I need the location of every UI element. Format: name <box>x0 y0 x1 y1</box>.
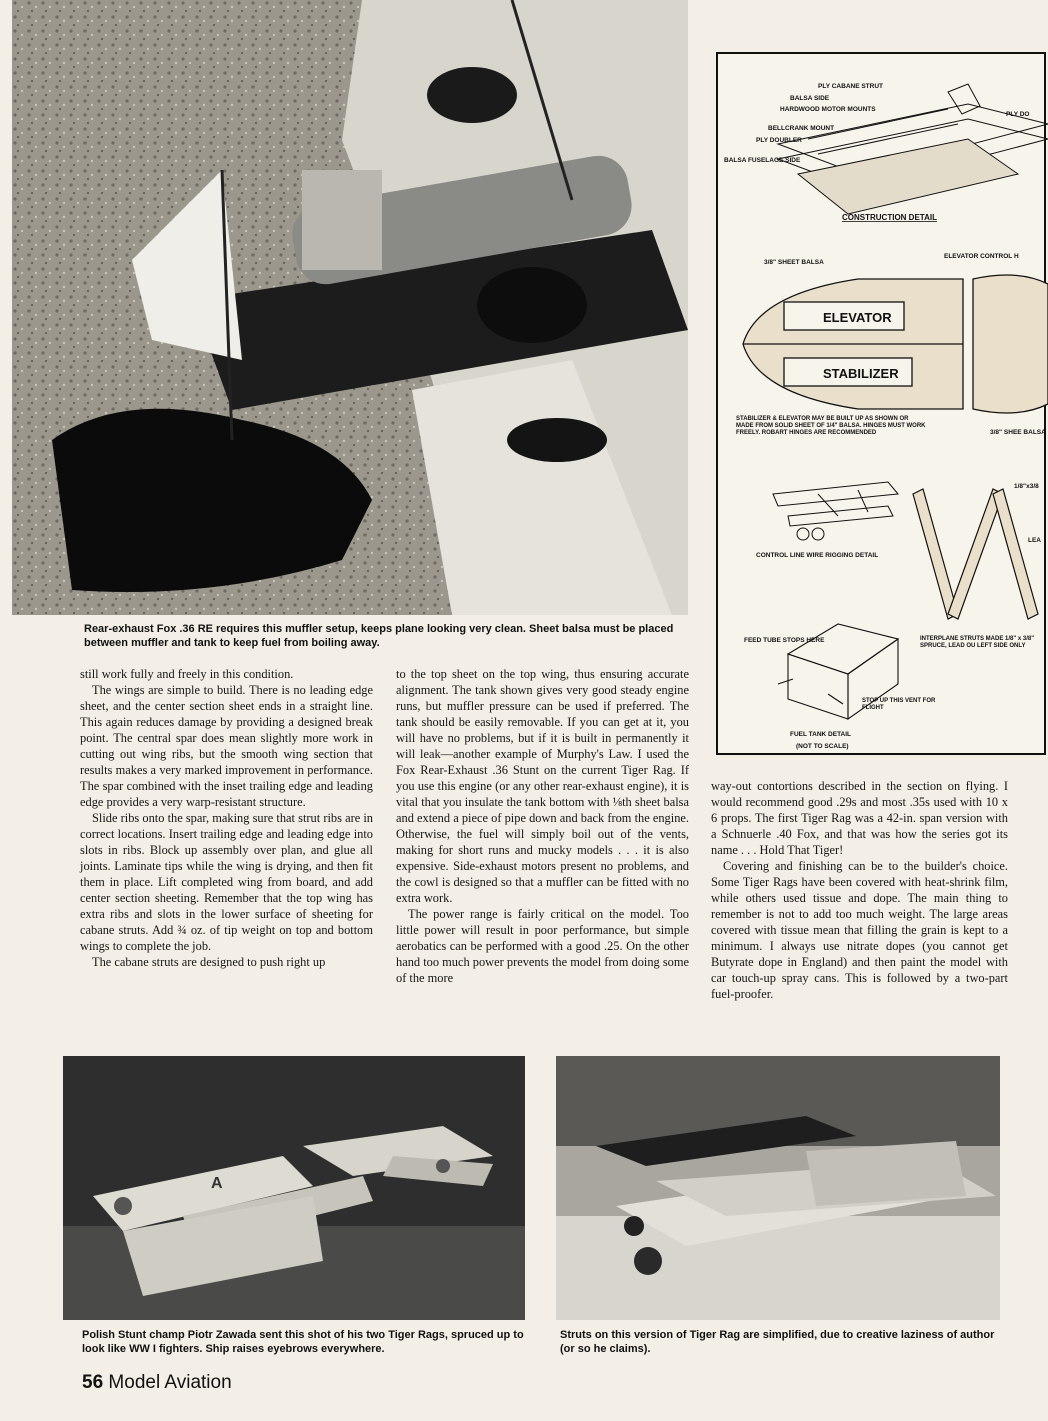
label-sheet-balsa: 3/8" SHEET BALSA <box>764 259 824 266</box>
top-photo-caption: Rear-exhaust Fox .36 RE requires this muffler setup, keeps plane looking very clean. Sheet balsa must be placed between muffler and tank to keep fuel from boiling away. <box>84 623 674 649</box>
label-control-line: CONTROL LINE WIRE RIGGING DETAIL <box>756 552 879 559</box>
label-ply-doubler: PLY DOUBLER <box>756 137 802 144</box>
bottom-right-photo-biplane <box>556 1056 1000 1320</box>
label-spruce-small: 1/8"x3/8 <box>1014 483 1039 490</box>
elevator-stabilizer-diagram <box>743 275 1048 413</box>
control-line-rigging-diagram <box>773 482 898 540</box>
col2-paragraph: The power range is fairly critical on the model. Too little power will result in poor performance, but simple aerobatics can be performed with a good .25. On the other hand too much power prevents the model from doing some of the more <box>396 907 689 985</box>
article-column-1 <box>80 666 373 970</box>
label-balsa-fuselage-side: BALSA FUSELAGE SIDE <box>724 157 801 164</box>
label-vent: STOP UP THIS VENT FOR FLIGHT <box>862 698 936 711</box>
magazine-name: Model Aviation <box>108 1372 232 1393</box>
label-balsa-side: BALSA SIDE <box>790 95 830 102</box>
plan-drawing <box>718 54 1048 757</box>
page-number: 56 <box>82 1372 104 1393</box>
plane-marking: A <box>211 1175 223 1192</box>
col2-paragraph: to the top sheet on the top wing, thus ensuring accurate alignment. The tank shown gives very good steady engine runs, but muffler pressure can be used if preferred. The tank should be easily removable. If you can get at it, you will have no problems, but if it is built in permanently it will leak—another example of Murphy's Law. I used the Fox Rear-Exhaust .36 Stunt on the current Tiger Rag. If you use this engine (or any other rear-exhaust engine), it is vital that you insulate the tank bottom with ⅛th sheet balsa and extend a piece of pipe down and back from the engine. Otherwise, the fuel will simply boil out of the vents, making for short runs and mucky models . . . it is also expensive. Side-exhaust motors present no problems, and the cowl is designed so that a muffler can be fitted with no extra work. <box>396 667 689 905</box>
top-photo-engine-muffler <box>12 0 688 615</box>
col3-paragraph: way-out contortions described in the section on flying. I would recommend good .29s and most .35s used with 10 x 6 props. The first Tiger Rag was a 42-in. span version with a Schnuerle .40 Fox, and that was how the series got its name . . . Hold That Tiger! <box>711 779 1008 857</box>
label-feed-tube: FEED TUBE STOPS HERE <box>744 637 825 644</box>
label-hardwood-motor-mounts: HARDWOOD MOTOR MOUNTS <box>780 106 876 113</box>
label-stabilizer: STABILIZER <box>823 366 899 381</box>
label-elevator: ELEVATOR <box>823 310 892 325</box>
col1-paragraph: The cabane struts are designed to push right up <box>92 955 326 969</box>
engine-photo-illustration <box>12 0 688 615</box>
label-bellcrank-mount: BELLCRANK MOUNT <box>768 125 835 132</box>
article-column-2 <box>396 666 689 986</box>
construction-detail-diagram <box>778 84 1048 214</box>
label-ply-do: PLY DO <box>1006 111 1030 118</box>
col3-paragraph: Covering and finishing can be to the builder's choice. Some Tiger Rags have been covered with heat-shrink film, while others used tissue and dope. The main thing to remember is not to add too much weight. The large areas covered with tissue mean that filling the grain is kept to a minimum. I always use nitrate dopes (you cannot get Butyrate dope in England) and then paint the model with car touch-up spray cans. This is followed by a two-part fuel-proofer. <box>711 859 1008 1001</box>
col1-paragraph: Slide ribs onto the spar, making sure that strut ribs are in correct locations. Insert trailing edge and leading edge into slots in ribs. Block up assembly over plan, and glue all joints. Laminate tips while the wing is drying, and then fit them in place. Lift completed wing from board, and add center section sheeting. Remember that the top wing has extra ribs and slots in the lower surface of sheeting for cabane struts. Add ¾ oz. of tip weight on top and bottom wings to complete the job. <box>80 811 373 953</box>
col1-paragraph: The wings are simple to build. There is no leading edge sheet, and the center section sheet ends in a straight line. This again reduces damage by providing a designed break point. The central spar does mean slightly more work in cutting out wing ribs, but the smooth wing section that results makes a very marked improvement in performance. The spar combined with the inset trailing edge and leading edge provides a very warp-resistant structure. <box>80 683 373 809</box>
label-interplane: INTERPLANE STRUTS MADE 1/8" x 3/8" SPRUCE, LEAD OU LEFT SIDE ONLY <box>920 636 1035 649</box>
article-column-3 <box>711 778 1008 1002</box>
page-footer <box>82 1372 232 1394</box>
bottom-left-caption: Polish Stunt champ Piotr Zawada sent this shot of his two Tiger Rags, spruced up to look like WW I fighters. Ship raises eyebrows everywhere. <box>82 1329 524 1355</box>
label-construction-detail: CONSTRUCTION DETAIL <box>842 213 937 222</box>
label-fuel-tank: FUEL TANK DETAIL <box>790 731 852 738</box>
label-not-to-scale: (NOT TO SCALE) <box>796 743 849 750</box>
label-stab-note: STABILIZER & ELEVATOR MAY BE BUILT UP AS SHOWN OR MADE FROM SOLID SHEET OF 1/4" BALSA. HINGES MUST WORK FREELY. ROBART HINGES ARE RECOMMENDED <box>736 416 926 436</box>
plan-drawing-panel <box>716 52 1046 755</box>
label-elevator-control: ELEVATOR CONTROL H <box>944 253 1019 260</box>
label-ply-cabane-strut: PLY CABANE STRUT <box>818 83 884 90</box>
label-sheet-balsa-right: 3/8" SHEE BALSA <box>990 429 1046 436</box>
label-lea: LEA <box>1028 537 1041 544</box>
col1-paragraph: still work fully and freely in this condition. <box>80 667 294 681</box>
biplane-photo-illustration <box>556 1056 1000 1320</box>
bottom-left-photo-biplanes <box>63 1056 525 1320</box>
interplane-strut-diagram <box>913 489 1038 619</box>
bottom-right-caption: Struts on this version of Tiger Rag are simplified, due to creative laziness of author (or so he claims). <box>560 1329 995 1355</box>
biplanes-photo-illustration <box>63 1056 525 1320</box>
